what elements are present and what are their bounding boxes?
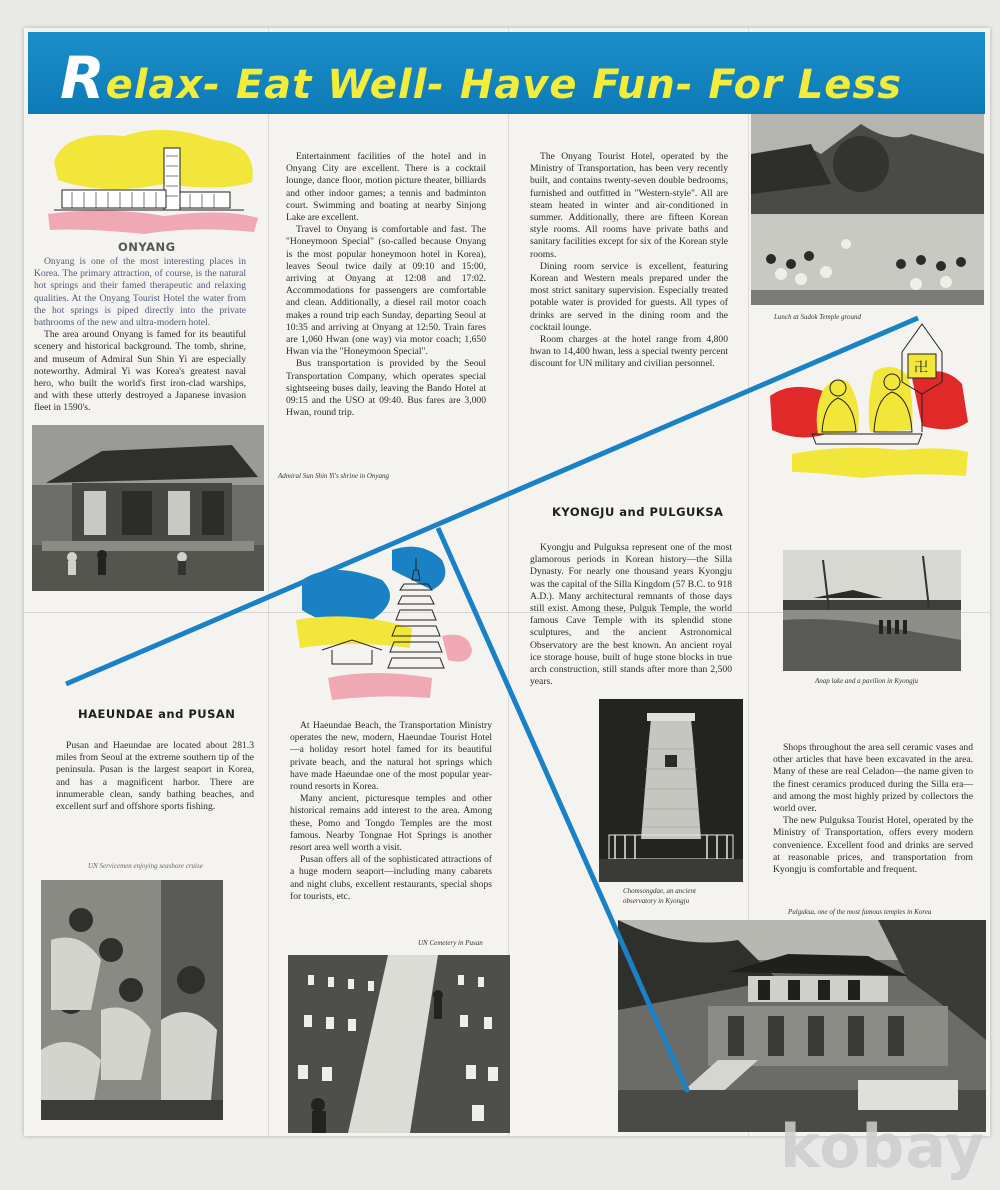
onyang-heading: ONYANG — [118, 240, 176, 254]
onyang-area: The area around Onyang is famed for its beautiful scenery and historical background. The tomb, shrine, and museum of Admiral Sun Shin Yi are especially noteworthy. Admiral Yi was Korea's greatest naval hero, who built the world's first iron-clad warships, and with these utterly destroyed a Japanese invasion fleet in 1590's. — [34, 329, 246, 414]
chomsongdae-caption-line2: observatory in Kyongju — [623, 897, 690, 905]
hotel-paragraph: The Onyang Tourist Hotel, operated by the Ministry of Transportation, has been very recently built, and contains twenty-seven double bedrooms, furnished and outfitted in "Western-style". All are steam heated in winter and air-conditioned in summer. Additionally, there are fifteen Korean style rooms. All rooms have private baths and sanitary facilities except for six of the Korean style rooms. — [530, 151, 728, 260]
kyongju-heading: KYONGJU and PULGUKSA — [552, 505, 724, 519]
cruise-caption: UN Servicemen enjoying seashore cruise — [88, 862, 203, 870]
charges-paragraph: Room charges at the hotel range from 4,800 hwan to 14,400 hwan, less a special twenty percent discount for UN military and civilian personnel. — [530, 334, 728, 370]
headline-initial: R — [60, 44, 106, 112]
anap-caption: Anap lake and a pavilion in Kyongju — [815, 677, 919, 685]
cemetery-caption: UN Cemetery in Pusan — [418, 939, 483, 947]
sudok-caption: Lunch at Sudok Temple ground — [774, 313, 861, 321]
svg-text:卍: 卍 — [914, 360, 928, 376]
headline-text: elax- Eat Well- Have Fun- For Less — [105, 62, 902, 108]
dining-paragraph: Dining room service is excellent, featuring Korean and Western meals prepared under the most strict sanitary supervision. Especially treated potable water is provided for guests. All types of drinks are served in the dining room and the cocktail lounge. — [530, 260, 728, 333]
onyang-intro: Onyang is one of the most interesting places in Korea. The primary attraction, of course, is the natural hot springs and their famed therapeutic and relaxing qualities. At the Onyang Tourist Hotel the water from the hot springs is piped directly into the private bathrooms of the new and ultra-modern hotel. — [34, 256, 246, 329]
shops-paragraph: Shops throughout the area sell ceramic vases and other articles that have been excavated in the area. Many of these are real Celadon—the name given to the finest ceramics produced during the Silla era—and among the most highly prized by collectors the world over. — [773, 742, 973, 815]
haeundae-heading: HAEUNDAE and PUSAN — [78, 707, 236, 721]
kobay-watermark: kobay — [780, 1112, 986, 1182]
haeundae-intro: Pusan and Haeundae are located about 281.3 miles from Seoul at the extreme southern tip of the peninsula. Pusan is the largest seaport in Korea, and has a magnificent harbor. There are innumerable clean, sandy bathing beaches, and excellent surf and offshore sports fishing. — [56, 740, 254, 813]
diagonal-divider-line-2 — [438, 528, 688, 1092]
shrine-caption: Admiral Sun Shin Yi's shrine in Onyang — [278, 472, 390, 480]
kyongju-history: Kyongju and Pulguksa represent one of the most glamorous periods in Korean history—the Silla Dynasty. For nearly one thousand years Kyongju was the capital of the Silla Kingdom (57 B.C. to 918 A.D.). Many architectural remnants of those days still exist. Among these, Pulguk Temple, the world famous Cave Temple with its splendid stone sculptures, and the ancient Astronomical Observatory are the best known. An ancient royal ice storage house, built of huge stone blocks in true arch construction, still stands after more than 2,500 years. — [530, 542, 732, 688]
pulguksa-hotel-paragraph: The new Pulguksa Tourist Hotel, operated by the Ministry of Transportation, offers every modern convenience. Excellent food and drinks are served at reasonable prices, and transportation from Kyongju is comfortable and frequent. — [773, 815, 973, 876]
haeundae-temples: Many ancient, picturesque temples and other historical remains add interest to the area. Among these, Pomo and Tongdo Temples are the most famous. Nearby Tongnae Hot Springs is another resort area well worth a visit. — [290, 793, 492, 854]
bus-paragraph: Bus transportation is provided by the Seoul Transportation Company, which operates special sightseeing buses daily, leaving the Bando Hotel at 09:15 and the USO at 09:40. Bus fares are 3,000 Hwan, round trip. — [286, 358, 486, 419]
haeundae-beach: At Haeundae Beach, the Transportation Ministry operates the new, modern, Haeundae Tourist Hotel—a holiday resort hotel famed for its beautiful private beach, and the natural hot springs which have made Haeundae one of the most popular year-round resorts in Korea. — [290, 720, 492, 793]
pulguksa-caption: Pulguksa, one of the most famous temples in Korea — [788, 908, 932, 916]
travel-paragraph: Travel to Onyang is comfortable and fast. The "Honeymoon Special" (so-called because Onyang is the most popular honeymoon hotel in Korea), leaves Seoul twice daily at 09:10 and 15:00, arriving at Onyang at 12:08 and 17:02. Accommodations for passengers are comfortable and clean. Additionally, a diesel rail motor coach makes a round trip each Sunday, departing Seoul at 10:35 and arriving at Onyang at 12:50. Train fares are 1,060 Hwan (one way) via motor coach; 1,650 Hwan via the "Honeymoon Special". — [286, 224, 486, 358]
diagonal-divider-line — [66, 318, 918, 684]
entertainment-paragraph: Entertainment facilities of the hotel and in Onyang City are excellent. There is a cocktail lounge, dance floor, motion picture theater, billiards and other indoor games; a tennis and badminton court. Swimming and boating at nearby Sinjong Lake are excellent. — [286, 151, 486, 224]
haeundae-attractions: Pusan offers all of the sophisticated attractions of a huge modern seaport—including many cabarets and night clubs, excellent restaurants, special shops for tourists, etc. — [290, 854, 492, 902]
chomsongdae-caption-line1: Chomsongdae, an ancient — [623, 887, 696, 895]
